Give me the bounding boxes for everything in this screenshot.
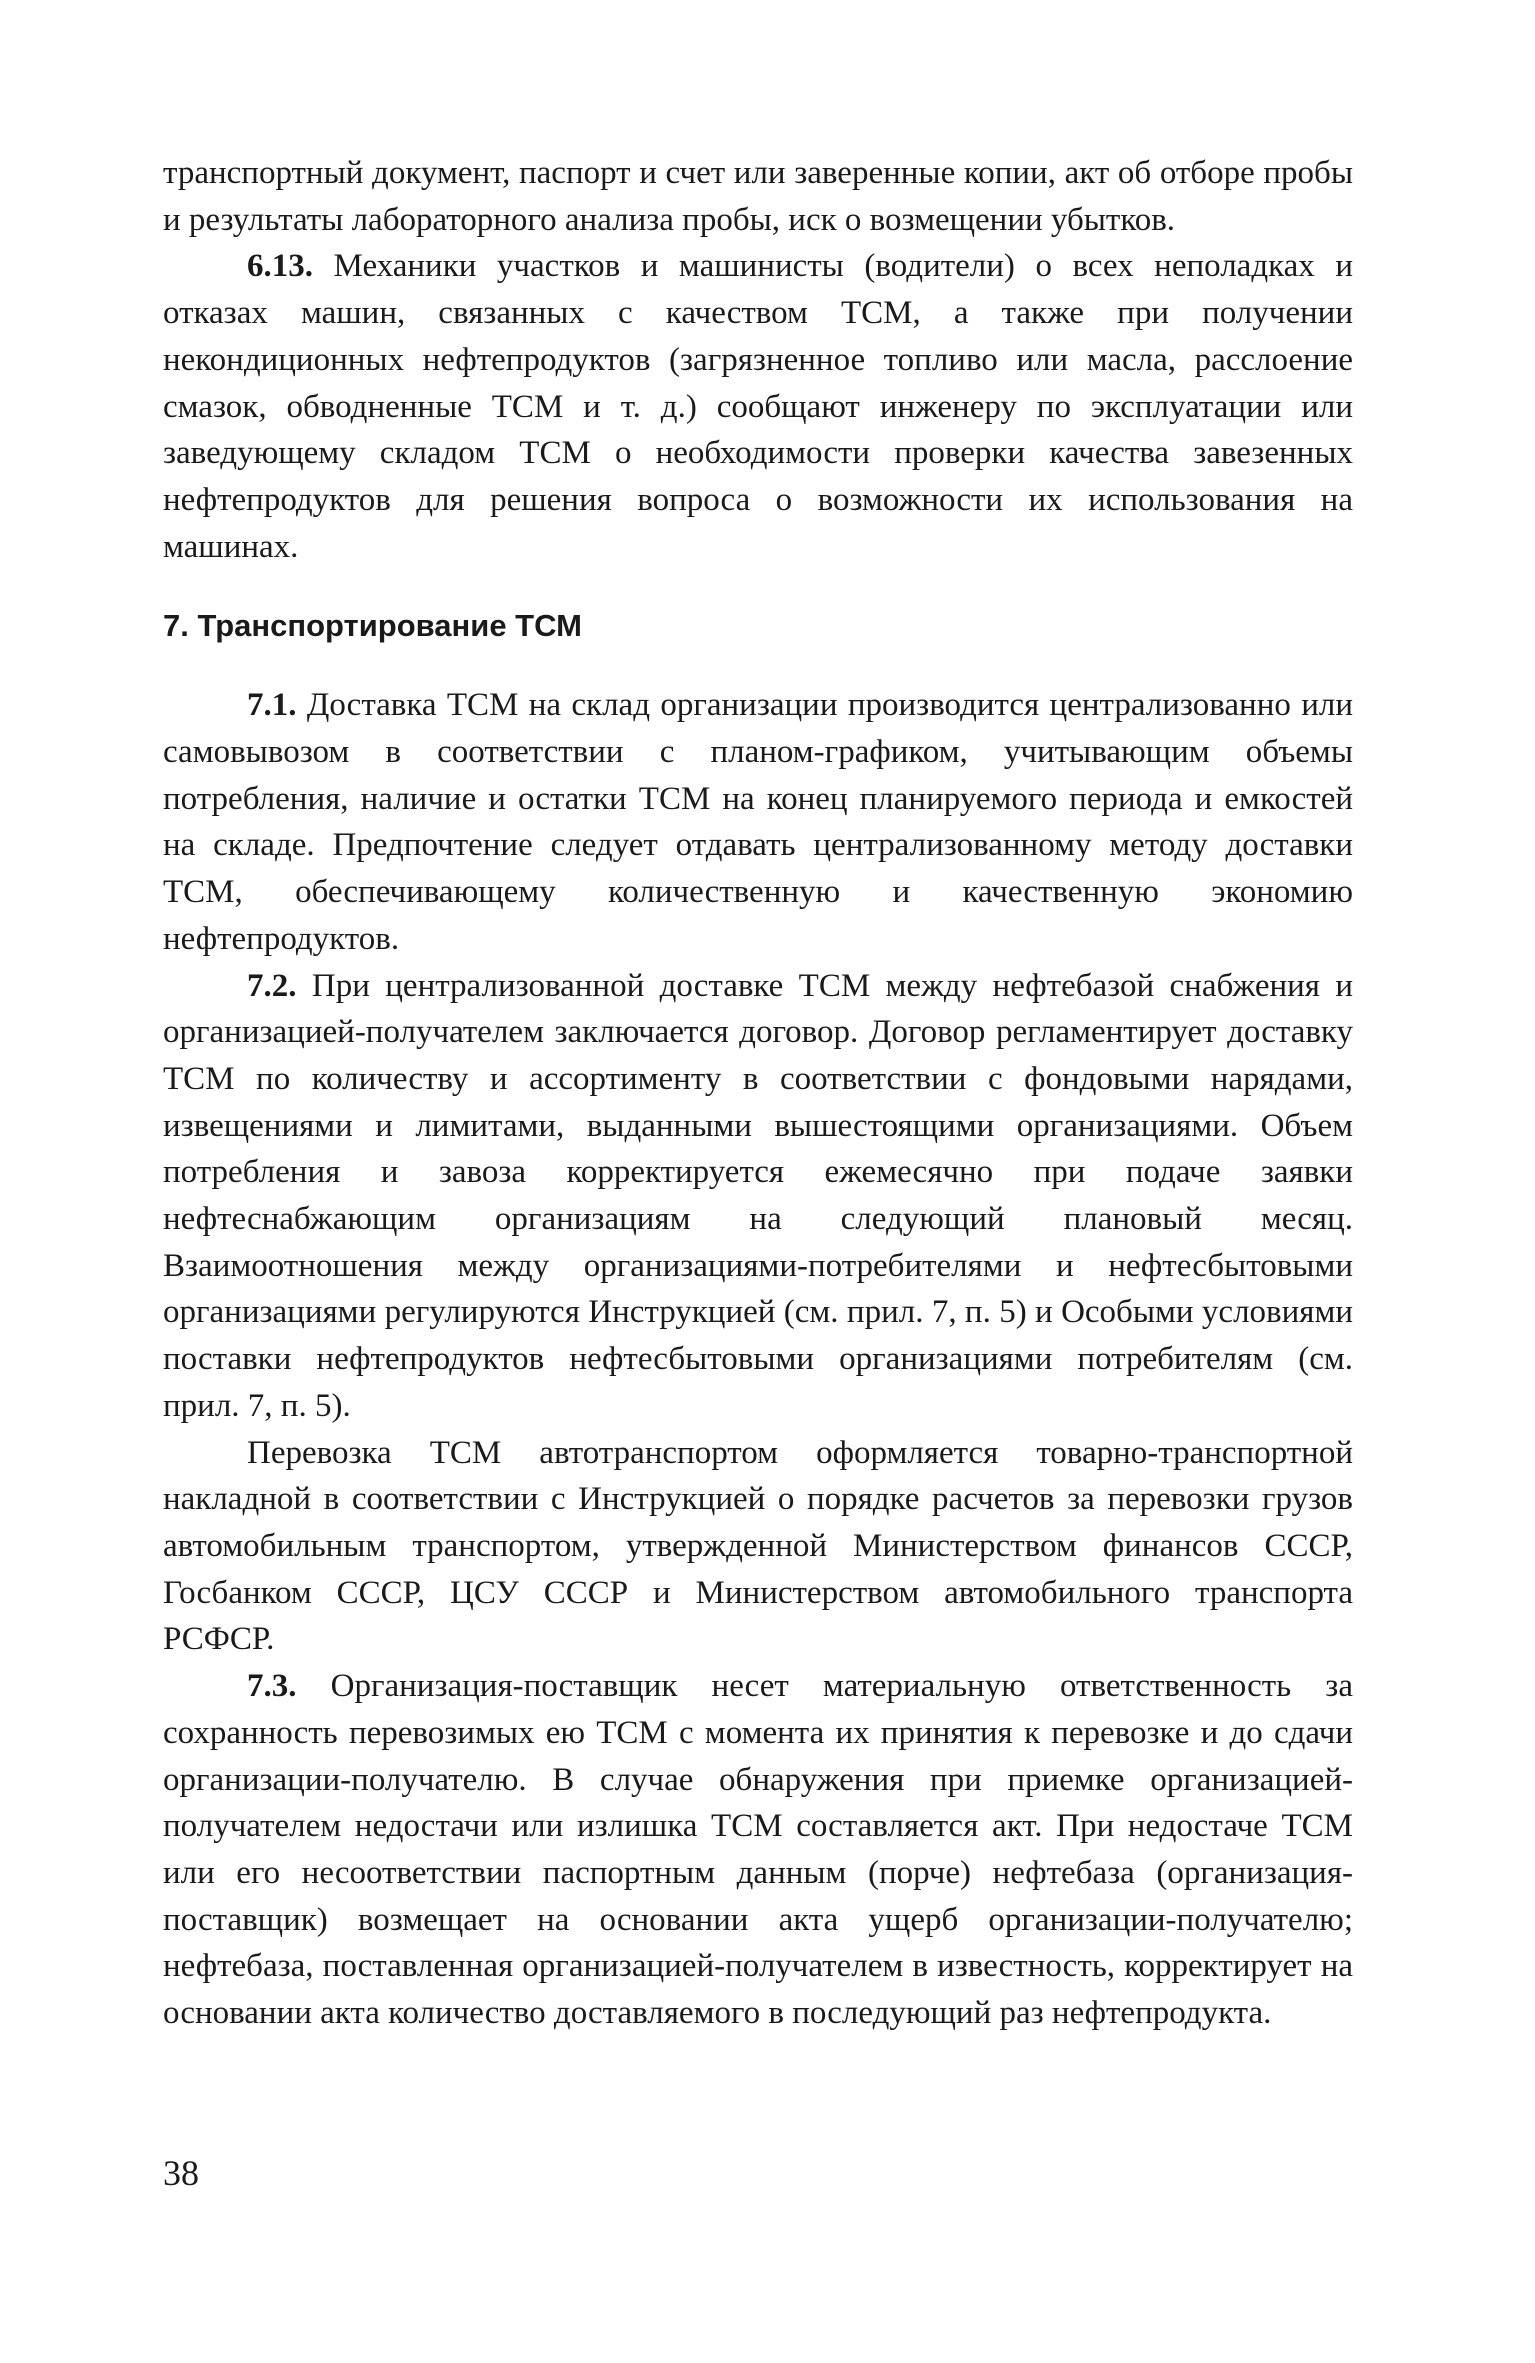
paragraph-number: 6.13. — [247, 248, 313, 285]
paragraph-text: Механики участков и машинисты (водители) о всех неполадках и отказах машин, связанных с качеством ТСМ, а также при получении некондиционных нефтепродуктов (загрязненное топливо или масла, расслоение смазок, обводненные ТСМ и т. д.) сообщают инженеру по эксплуатации или заведующему складом ТСМ о необходимости проверки качества завезенных нефтепродуктов для решения вопроса о возможности их использования на машинах. — [163, 248, 1354, 565]
paragraph-text: Организация-поставщик несет материальную ответственность за сохранность перевозимых ею ТСМ с момента их принятия к перевозке и до сдачи организации-получателю. В случае обнаружения при приемке организацией-получателем недостачи или излишка ТСМ составляется акт. При недостаче ТСМ или его несоответствии паспортным данным (порче) нефтебаза (организация-поставщик) возмещает на основании акта ущерб организации-получателю; нефтебаза, поставленная организацией-получателем в известность, корректирует на основании акта количество доставляемого в последующий раз нефтепродукта. — [163, 1668, 1353, 2032]
paragraph-text: Перевозка ТСМ автотранспортом оформляется товарно-транспортной накладной в соответствии с Инструкцией о порядке расчетов за перевозки грузов автомобильным транспортом, утвержденной Министерством финансов СССР, Госбанком СССР, ЦСУ СССР и Министерством автомобильного транспорта РСФСР. — [163, 1434, 1353, 1658]
paragraph-7-2 — [163, 963, 1353, 1430]
page-number: 38 — [163, 2153, 199, 2193]
paragraph-7-3 — [163, 1663, 1353, 2037]
paragraph-number: 7.2. — [247, 967, 297, 1004]
paragraph-text: транспортный документ, паспорт и счет или заверенные копии, акт об отборе пробы и результаты лабораторного анализа пробы, иск о возмещении убытков. — [163, 155, 1353, 238]
paragraph-text: Доставка ТСМ на склад организации производится централизованно или самовывозом в соответствии с планом-графиком, учитывающим объемы потребления, наличие и остатки ТСМ на конец планируемого периода и емкостей на складе. Предпочтение следует отдавать централизованному методу доставки ТСМ, обеспечивающему количественную и качественную экономию нефтепродуктов. — [163, 687, 1353, 957]
page-body — [163, 150, 1353, 2037]
paragraph-continuation — [163, 150, 1353, 243]
paragraph-text: При централизованной доставке ТСМ между нефтебазой снабжения и организацией-получателем заключается договор. Договор регламентирует доставку ТСМ по количеству и ассортименту в соответствии с фондовыми нарядами, извещениями и лимитами, выданными вышестоящими организациями. Объем потребления и завоза корректируется ежемесячно при подаче заявки нефтеснабжающим организациям на следующий плановый месяц. Взаимоотношения между организациями-потребителями и нефтесбытовыми организациями регулируются Инструкцией (см. прил. 7, п. 5) и Особыми условиями поставки нефтепродуктов нефтесбытовыми организациями потребителям (см. прил. 7, п. 5). — [163, 967, 1354, 1424]
section-heading: 7. Транспортирование ТСМ — [163, 608, 582, 644]
paragraph-7-1 — [163, 682, 1353, 962]
paragraph-6-13 — [163, 243, 1353, 570]
paragraph-number: 7.3. — [247, 1668, 297, 1705]
paragraph-transport — [163, 1430, 1353, 1664]
paragraph-number: 7.1. — [247, 687, 297, 724]
